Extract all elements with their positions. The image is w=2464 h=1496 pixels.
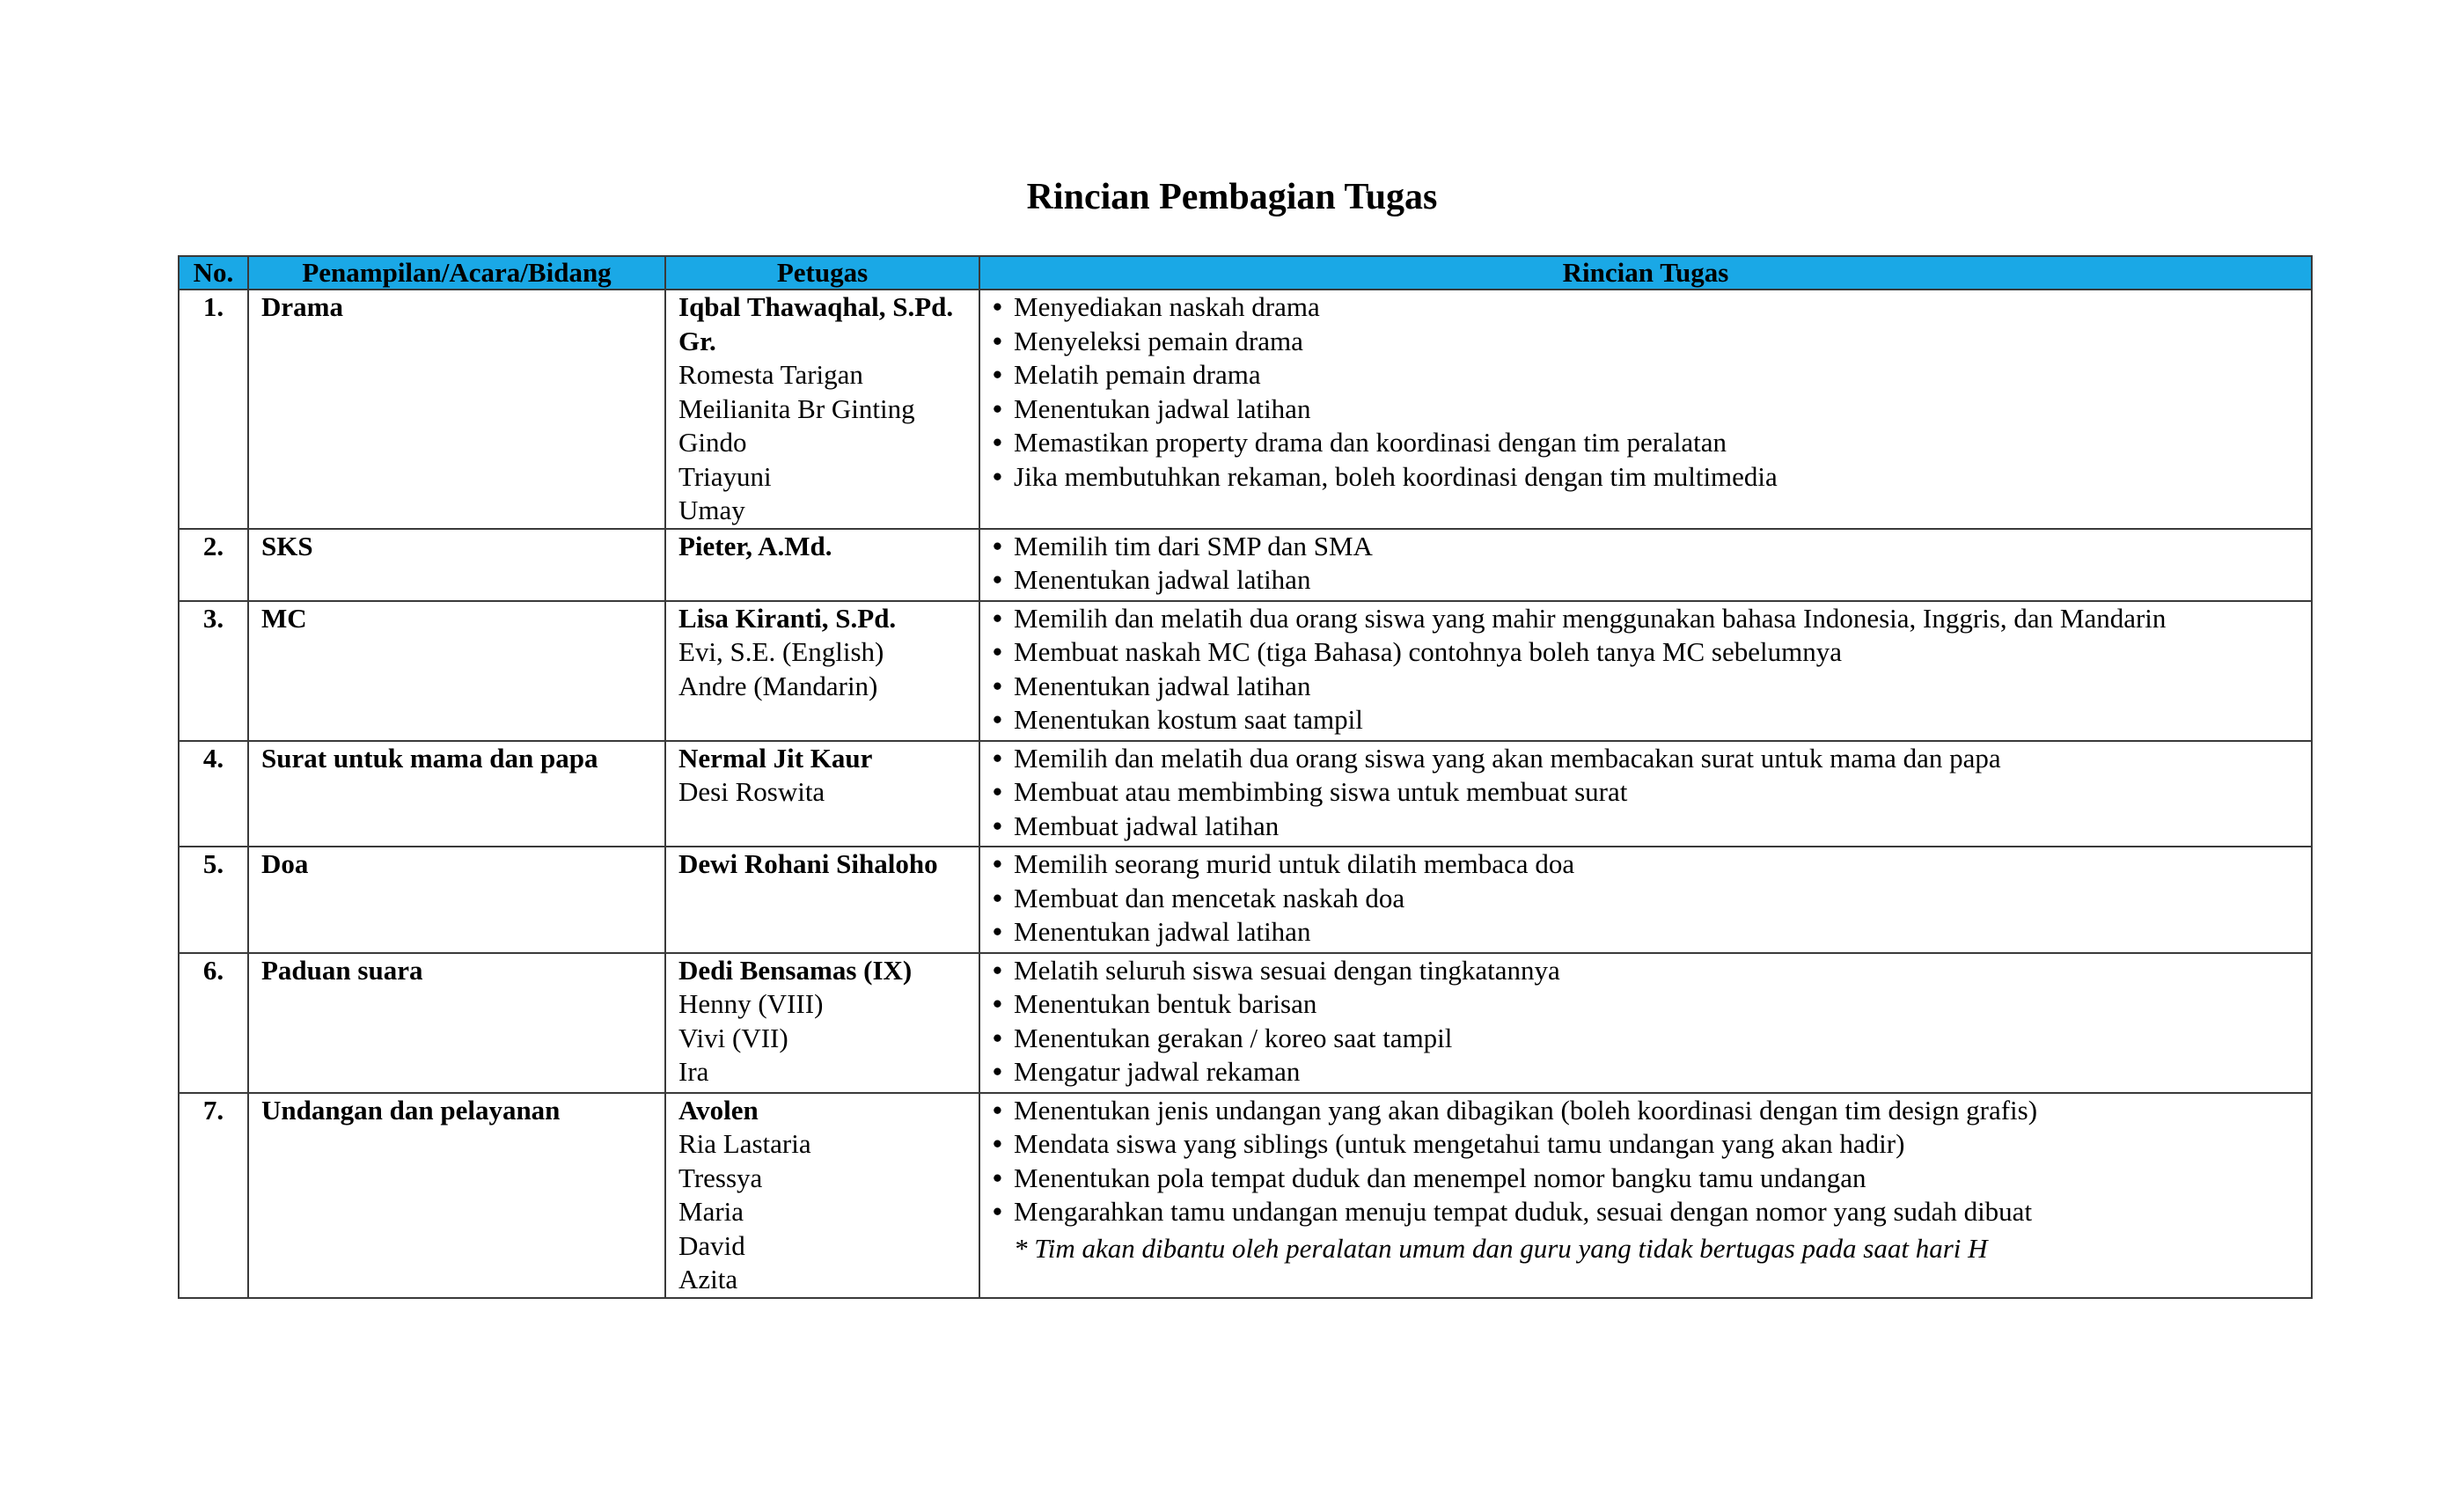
event-name: SKS xyxy=(248,529,665,601)
staff-cell xyxy=(665,1093,979,1298)
table-row xyxy=(179,953,2312,1093)
staff-member: Gindo xyxy=(678,427,747,458)
duty-list xyxy=(993,530,2299,600)
header-no: No. xyxy=(179,256,248,290)
duty-list xyxy=(993,954,2299,1092)
staff-cell xyxy=(665,847,979,953)
duty-item: • Jika membutuhkan rekaman, boleh koordinasi dengan tim multimedia xyxy=(993,460,2299,495)
staff-cell xyxy=(665,601,979,741)
row-number: 7. xyxy=(179,1093,248,1298)
staff-member: Henny (VIII) xyxy=(678,988,824,1019)
duty-list xyxy=(993,847,2299,952)
staff-member: Maria xyxy=(678,1196,744,1227)
header-staff: Petugas xyxy=(665,256,979,290)
table-row xyxy=(179,847,2312,953)
staff-cell xyxy=(665,529,979,601)
staff-lead: Avolen xyxy=(678,1094,759,1126)
staff-member: Romesta Tarigan xyxy=(678,359,863,390)
row-number: 1. xyxy=(179,290,248,529)
duty-item: • Menyeleksi pemain drama xyxy=(993,325,2299,359)
staff-member: Andre (Mandarin) xyxy=(678,670,878,701)
table-row xyxy=(179,1093,2312,1298)
duty-item: • Memilih tim dari SMP dan SMA xyxy=(993,530,2299,564)
duty-item: • Memilih dan melatih dua orang siswa yang akan membacakan surat untuk mama dan papa xyxy=(993,742,2299,776)
duty-item: • Memilih dan melatih dua orang siswa yang mahir menggunakan bahasa Indonesia, Inggris, dan Mandarin xyxy=(993,602,2299,636)
duty-list xyxy=(993,742,2299,847)
duties-cell xyxy=(979,529,2312,601)
staff-member: Vivi (VII) xyxy=(678,1022,788,1053)
table-row xyxy=(179,601,2312,741)
header-event: Penampilan/Acara/Bidang xyxy=(248,256,665,290)
table-header-row xyxy=(179,256,2312,290)
duty-item: • Menentukan jenis undangan yang akan dibagikan (boleh koordinasi dengan tim design grafis) xyxy=(993,1094,2299,1128)
staff-lead: Iqbal Thawaqhal, S.Pd. Gr. xyxy=(678,291,954,356)
duty-item: • Menentukan jadwal latihan xyxy=(993,915,2299,950)
duty-item: • Mengatur jadwal rekaman xyxy=(993,1055,2299,1089)
staff-member: Umay xyxy=(678,495,745,525)
staff-member: Meilianita Br Ginting xyxy=(678,392,915,424)
duty-item: • Membuat jadwal latihan xyxy=(993,810,2299,844)
table-row xyxy=(179,290,2312,529)
staff-member: Triayuni xyxy=(678,460,772,492)
duty-item: • Membuat atau membimbing siswa untuk membuat surat xyxy=(993,775,2299,810)
duties-cell xyxy=(979,601,2312,741)
row-number: 2. xyxy=(179,529,248,601)
duties-cell xyxy=(979,290,2312,529)
staff-member: Desi Roswita xyxy=(678,776,825,807)
task-table xyxy=(178,255,2313,1299)
staff-cell xyxy=(665,953,979,1093)
staff-cell xyxy=(665,741,979,847)
event-name: Surat untuk mama dan papa xyxy=(248,741,665,847)
duty-list xyxy=(993,1094,2299,1232)
duty-item: • Menentukan bentuk barisan xyxy=(993,987,2299,1022)
duties-cell xyxy=(979,953,2312,1093)
table-row xyxy=(179,741,2312,847)
staff-member: Azita xyxy=(678,1264,738,1294)
event-name: Doa xyxy=(248,847,665,953)
duty-item: • Memilih seorang murid untuk dilatih membaca doa xyxy=(993,847,2299,882)
staff-member: Tressya xyxy=(678,1162,763,1193)
staff-member: David xyxy=(678,1229,745,1261)
table-row xyxy=(179,529,2312,601)
duty-item: • Memastikan property drama dan koordinasi dengan tim peralatan xyxy=(993,426,2299,460)
duty-item: • Melatih pemain drama xyxy=(993,358,2299,392)
row-number: 6. xyxy=(179,953,248,1093)
staff-lead: Lisa Kiranti, S.Pd. xyxy=(678,602,897,634)
duties-cell xyxy=(979,1093,2312,1298)
event-name: Undangan dan pelayanan xyxy=(248,1093,665,1298)
duty-item: • Menentukan kostum saat tampil xyxy=(993,703,2299,737)
duties-cell xyxy=(979,741,2312,847)
duty-item: • Menentukan jadwal latihan xyxy=(993,670,2299,704)
staff-lead: Nermal Jit Kaur xyxy=(678,742,873,774)
duty-item: • Melatih seluruh siswa sesuai dengan tingkatannya xyxy=(993,954,2299,988)
staff-lead: Dewi Rohani Sihaloho xyxy=(678,848,938,879)
duty-item: • Menentukan jadwal latihan xyxy=(993,392,2299,427)
duty-list xyxy=(993,290,2299,496)
row-number: 4. xyxy=(179,741,248,847)
event-name: Drama xyxy=(248,290,665,529)
row-number: 5. xyxy=(179,847,248,953)
row-number: 3. xyxy=(179,601,248,741)
page-title: Rincian Pembagian Tugas xyxy=(1026,177,1438,217)
duty-item: • Membuat naskah MC (tiga Bahasa) contohnya boleh tanya MC sebelumnya xyxy=(993,635,2299,670)
staff-member: Ria Lastaria xyxy=(678,1128,811,1159)
duty-item: • Membuat dan mencetak naskah doa xyxy=(993,882,2299,916)
staff-cell xyxy=(665,290,979,529)
duty-item: • Mengarahkan tamu undangan menuju tempat duduk, sesuai dengan nomor yang sudah dibuat xyxy=(993,1195,2299,1229)
duties-cell xyxy=(979,847,2312,953)
task-table-body xyxy=(179,290,2312,1298)
duty-list xyxy=(993,602,2299,740)
event-name: MC xyxy=(248,601,665,741)
duty-item: • Menentukan gerakan / koreo saat tampil xyxy=(993,1022,2299,1056)
staff-lead: Pieter, A.Md. xyxy=(678,530,832,561)
duty-item: • Mendata siswa yang siblings (untuk mengetahui tamu undangan yang akan hadir) xyxy=(993,1127,2299,1162)
duty-item: • Menentukan pola tempat duduk dan menempel nomor bangku tamu undangan xyxy=(993,1162,2299,1196)
staff-member: Evi, S.E. (English) xyxy=(678,636,884,667)
duty-item: • Menentukan jadwal latihan xyxy=(993,563,2299,598)
duty-item: • Menyediakan naskah drama xyxy=(993,290,2299,325)
staff-member: Ira xyxy=(678,1056,709,1087)
footnote: * Tim akan dibantu oleh peralatan umum dan guru yang tidak bertugas pada saat hari H xyxy=(1014,1232,1988,1264)
staff-lead: Dedi Bensamas (IX) xyxy=(678,954,913,986)
event-name: Paduan suara xyxy=(248,953,665,1093)
header-duties: Rincian Tugas xyxy=(979,256,2312,290)
